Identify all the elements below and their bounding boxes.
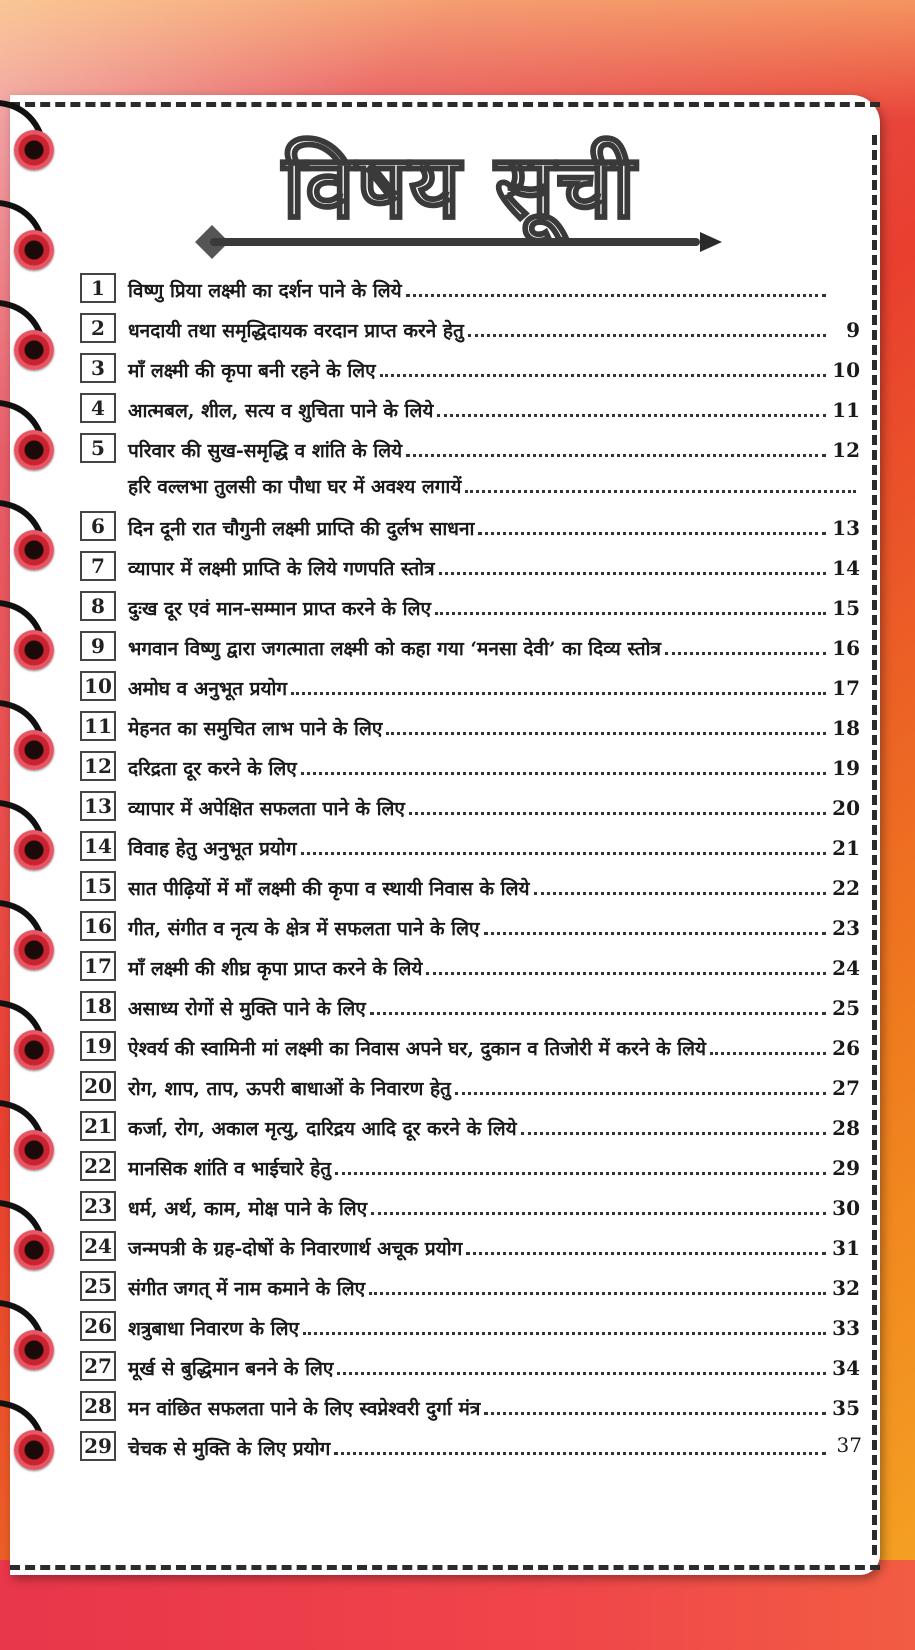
toc-entry-label: संगीत जगत् में नाम कमाने के लिए	[128, 1278, 366, 1300]
binding-ring	[14, 1430, 54, 1470]
toc-leader-dots	[335, 1148, 826, 1175]
toc-leader-dots	[465, 466, 856, 493]
toc-entry	[128, 868, 860, 902]
toc-leader-dots	[337, 1348, 826, 1375]
toc-entry	[128, 1108, 860, 1142]
toc-number-box: 20	[80, 1071, 116, 1101]
toc-entry-label: मानसिक शांति व भाईचारे हेतु	[128, 1158, 332, 1180]
toc-entry	[128, 588, 860, 622]
binding-ring	[14, 530, 54, 570]
toc-leader-dots	[406, 270, 826, 297]
toc-page-number: 24	[832, 956, 860, 980]
toc-leader-dots	[437, 390, 826, 417]
toc-number-box: 24	[80, 1231, 116, 1261]
toc-page-number: 16	[832, 636, 860, 660]
toc-entry-label: माँ लक्ष्मी की कृपा बनी रहने के लिए	[128, 360, 376, 382]
toc-entry	[128, 1068, 860, 1102]
toc-page-number: 18	[832, 716, 860, 740]
toc-number-box: 23	[80, 1191, 116, 1221]
toc-entry	[128, 1148, 860, 1182]
toc-number-box: 19	[80, 1031, 116, 1061]
toc-leader-dots	[369, 1268, 826, 1295]
toc-page-number: 26	[832, 1036, 860, 1060]
toc-number-box: 13	[80, 791, 116, 821]
toc-number-box: 15	[80, 871, 116, 901]
toc-trailing-page-number: 37	[832, 1428, 862, 1462]
toc-number-box: 22	[80, 1151, 116, 1181]
toc-number-box: 3	[80, 353, 116, 383]
toc-page-number: 13	[832, 516, 860, 540]
toc-page-number: 35	[832, 1396, 860, 1420]
binding-ring	[14, 430, 54, 470]
toc-leader-dots	[406, 430, 826, 457]
toc-entry	[128, 628, 860, 662]
toc-leader-dots	[380, 350, 826, 377]
binding-ring	[14, 230, 54, 270]
toc-leader-dots	[466, 1228, 826, 1255]
toc-number-box: 18	[80, 991, 116, 1021]
toc-number-box: 21	[80, 1111, 116, 1141]
toc-leader-dots	[710, 1028, 826, 1055]
toc-leader-dots	[291, 668, 826, 695]
toc-page-number: 28	[832, 1116, 860, 1140]
toc-entry-label: दुःख दूर एवं मान-सम्मान प्राप्त करने के लिए	[128, 598, 431, 620]
toc-page-number: 29	[832, 1156, 860, 1180]
toc-leader-dots	[665, 628, 826, 655]
toc-leader-dots	[439, 548, 826, 575]
toc-entry	[128, 668, 860, 702]
toc-entry-label: रोग, शाप, ताप, ऊपरी बाधाओं के निवारण हेतु	[128, 1078, 451, 1100]
toc-entry-label: विष्णु प्रिया लक्ष्मी का दर्शन पाने के लिये	[128, 280, 402, 302]
toc-number-box: 16	[80, 911, 116, 941]
toc-entry-continuation	[128, 466, 860, 500]
toc-leader-dots	[426, 948, 826, 975]
toc-page-number: 20	[832, 796, 860, 820]
toc-entry	[128, 1268, 860, 1302]
toc-leader-dots	[370, 988, 826, 1015]
toc-entry-label: धनदायी तथा समृद्धिदायक वरदान प्राप्त करने हेतु	[128, 320, 464, 342]
toc-number-box: 6	[80, 511, 116, 541]
toc-leader-dots	[301, 748, 826, 775]
toc-entry-label: सात पीढ़ियों में माँ लक्ष्मी की कृपा व स्थायी निवास के लिये	[128, 878, 530, 900]
toc-leader-dots	[468, 310, 826, 337]
toc-entry-label: चेचक से मुक्ति के लिए प्रयोग	[128, 1438, 331, 1460]
toc-entry	[128, 908, 860, 942]
toc-entry-label: मूर्ख से बुद्धिमान बनने के लिए	[128, 1358, 334, 1380]
binding-ring	[14, 330, 54, 370]
toc-page-number: 15	[832, 596, 860, 620]
toc-entry	[128, 1188, 860, 1222]
toc-page-number: 27	[832, 1076, 860, 1100]
toc-entry-label: आत्मबल, शील, सत्य व शुचिता पाने के लिये	[128, 400, 434, 422]
toc-entry	[128, 350, 860, 384]
toc-page-number: 31	[832, 1236, 860, 1260]
toc-entry	[128, 1348, 860, 1382]
toc-entry	[128, 788, 860, 822]
toc-page-number: 23	[832, 916, 860, 940]
toc-leader-dots	[301, 828, 826, 855]
spiral-binding	[0, 120, 70, 1560]
dashed-border-right	[872, 135, 877, 1555]
toc-number-box: 4	[80, 393, 116, 423]
toc-entry	[128, 310, 860, 344]
toc-number-box: 17	[80, 951, 116, 981]
toc-number-box: 29	[80, 1431, 116, 1461]
binding-ring	[14, 1030, 54, 1070]
title-arrow-head	[700, 232, 722, 252]
toc-entry	[128, 390, 860, 424]
toc-leader-dots	[484, 908, 827, 935]
toc-entry-label: व्यापार में अपेक्षित सफलता पाने के लिए	[128, 798, 405, 820]
toc-leader-dots	[484, 1388, 826, 1415]
toc-entry	[128, 988, 860, 1022]
toc-entry	[128, 508, 860, 542]
toc-leader-dots	[386, 708, 826, 735]
toc-entry-label: असाध्य रोगों से मुक्ति पाने के लिए	[128, 998, 366, 1020]
binding-ring	[14, 730, 54, 770]
toc-entry-label: गीत, संगीत व नृत्य के क्षेत्र में सफलता पाने के लिए	[128, 918, 480, 940]
toc-entry	[128, 708, 860, 742]
toc-entry-label: मन वांछित सफलता पाने के लिए स्वप्नेश्वरी दुर्गा मंत्र	[128, 1398, 481, 1420]
toc-number-box: 9	[80, 631, 116, 661]
toc-number-box: 8	[80, 591, 116, 621]
toc-number-box: 2	[80, 313, 116, 343]
binding-ring	[14, 1230, 54, 1270]
toc-page-number: 9	[846, 318, 860, 342]
toc-entry-label: दिन दूनी रात चौगुनी लक्ष्मी प्राप्ति की दुर्लभ साधना	[128, 518, 475, 540]
toc-entry-label: व्यापार में लक्ष्मी प्राप्ति के लिये गणपति स्तोत्र	[128, 558, 435, 580]
toc-page-number: 19	[832, 756, 860, 780]
toc-entry	[128, 270, 860, 304]
toc-number-box: 25	[80, 1271, 116, 1301]
toc-entry	[128, 1228, 860, 1262]
toc-leader-dots	[521, 1108, 826, 1135]
toc-entry	[128, 548, 860, 582]
toc-page-number: 22	[832, 876, 860, 900]
binding-ring	[14, 1330, 54, 1370]
toc-page-number: 14	[832, 556, 860, 580]
title-underline-arrow	[210, 238, 700, 246]
binding-ring	[14, 830, 54, 870]
toc-entry	[128, 430, 860, 464]
toc-entry-label: हरि वल्लभा तुलसी का पौधा घर में अवश्य लगायें	[128, 476, 462, 498]
toc-page-number: 11	[832, 398, 860, 422]
toc-entry-label: ऐश्वर्य की स्वामिनी मां लक्ष्मी का निवास अपने घर, दुकान व तिजोरी में करने के लिये	[128, 1038, 707, 1060]
toc-page-number: 25	[832, 996, 860, 1020]
dashed-border-top	[10, 102, 880, 107]
toc-entry	[128, 1388, 860, 1422]
toc-entry-label: कर्जा, रोग, अकाल मृत्यु, दारिद्रय आदि दूर करने के लिये	[128, 1118, 517, 1140]
toc-leader-dots	[478, 508, 826, 535]
toc-number-box: 7	[80, 551, 116, 581]
page-title: विषय सूची	[282, 134, 638, 238]
toc-entry	[128, 948, 860, 982]
toc-entry-label: भगवान विष्णु द्वारा जगत्माता लक्ष्मी को कहा गया ‘मनसा देवी’ का दिव्य स्तोत्र	[128, 638, 662, 660]
toc-leader-dots	[371, 1188, 826, 1215]
toc-number-box: 1	[80, 273, 116, 303]
toc-page-number: 34	[832, 1356, 860, 1380]
toc-leader-dots	[534, 868, 826, 895]
toc-entry-label: दरिद्रता दूर करने के लिए	[128, 758, 297, 780]
binding-ring	[14, 630, 54, 670]
toc-number-box: 26	[80, 1311, 116, 1341]
toc-leader-dots	[334, 1428, 826, 1455]
toc-page-number: 30	[832, 1196, 860, 1220]
toc-number-box: 12	[80, 751, 116, 781]
toc-entry	[128, 828, 860, 862]
toc-entry-label: धर्म, अर्थ, काम, मोक्ष पाने के लिए	[128, 1198, 368, 1220]
dashed-border-bottom	[10, 1565, 880, 1570]
toc-leader-dots	[303, 1308, 826, 1335]
toc-number-box: 14	[80, 831, 116, 861]
toc-entry	[128, 1308, 860, 1342]
toc-page-number: 21	[832, 836, 860, 860]
toc-number-box: 28	[80, 1391, 116, 1421]
toc-entry-label: परिवार की सुख-समृद्धि व शांति के लिये	[128, 440, 403, 462]
toc-page-number: 10	[832, 358, 860, 382]
binding-ring	[14, 930, 54, 970]
toc-entry-label: शत्रुबाधा निवारण के लिए	[128, 1318, 299, 1340]
toc-entry	[128, 748, 860, 782]
toc-entry	[128, 1428, 860, 1462]
toc-leader-dots	[455, 1068, 826, 1095]
toc-entry-label: माँ लक्ष्मी की शीघ्र कृपा प्राप्त करने के लिये	[128, 958, 423, 980]
toc-entry	[128, 1028, 860, 1062]
toc-page-number: 32	[832, 1276, 860, 1300]
toc-entry-label: अमोघ व अनुभूत प्रयोग	[128, 678, 288, 700]
toc-entry-label: विवाह हेतु अनुभूत प्रयोग	[128, 838, 297, 860]
binding-ring	[14, 1130, 54, 1170]
toc-page-number: 33	[832, 1316, 860, 1340]
toc-number-box: 5	[80, 433, 116, 463]
toc-entry-label: मेहनत का समुचित लाभ पाने के लिए	[128, 718, 383, 740]
toc-entry-label: जन्मपत्री के ग्रह-दोषों के निवारणार्थ अचूक प्रयोग	[128, 1238, 463, 1260]
toc-leader-dots	[435, 588, 826, 615]
toc-page-number: 17	[832, 676, 860, 700]
toc-number-box: 10	[80, 671, 116, 701]
toc-number-box: 27	[80, 1351, 116, 1381]
binding-ring	[14, 130, 54, 170]
toc-number-box: 11	[80, 711, 116, 741]
toc-page-number: 12	[832, 438, 860, 462]
toc-leader-dots	[409, 788, 826, 815]
